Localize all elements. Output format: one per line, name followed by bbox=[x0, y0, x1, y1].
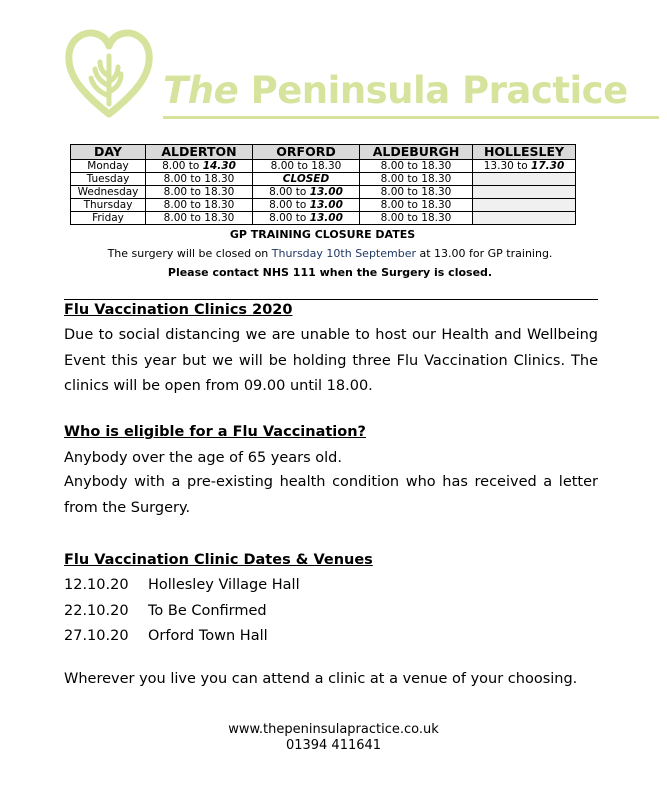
closure-title: GP TRAINING CLOSURE DATES bbox=[229, 228, 416, 241]
alderton-cell: 8.00 to 18.30 bbox=[146, 199, 253, 212]
clinic-date: 12.10.20 bbox=[64, 577, 129, 593]
table-row bbox=[71, 173, 576, 186]
alderton-cell: 8.00 to 18.30 bbox=[146, 186, 253, 199]
header-alderton: ALDERTON bbox=[146, 145, 253, 160]
alderton-cell: 8.00 to 18.30 bbox=[146, 212, 253, 225]
aldeburgh-cell: 8.00 to 18.30 bbox=[360, 160, 473, 173]
hollesley-cell bbox=[473, 186, 576, 199]
clinic-date: 27.10.20 bbox=[64, 628, 129, 644]
list-item bbox=[64, 603, 267, 619]
alderton-cell: 8.00 to 18.30 bbox=[146, 173, 253, 186]
day-cell: Friday bbox=[71, 212, 146, 225]
table-row bbox=[71, 160, 576, 173]
clinic-venue: To Be Confirmed bbox=[148, 603, 267, 619]
alderton-cell: 8.00 to 14.30 bbox=[146, 160, 253, 173]
practice-name-prefix: The bbox=[163, 69, 239, 112]
practice-name bbox=[163, 66, 628, 116]
day-cell: Monday bbox=[71, 160, 146, 173]
hollesley-cell bbox=[473, 173, 576, 186]
header bbox=[63, 26, 628, 120]
venues-heading: Flu Vaccination Clinic Dates & Venues bbox=[64, 552, 373, 568]
clinic-date: 22.10.20 bbox=[64, 603, 129, 619]
hollesley-cell bbox=[473, 212, 576, 225]
footer-phone-number: 01394 411641 bbox=[285, 738, 382, 753]
orford-cell: 8.00 to 13.00 bbox=[253, 186, 360, 199]
flu-clinics-intro: Due to social distancing we are unable to host our Health and Wellbeing Event this year but we will be holding three Flu Vaccination Clinics. The clinics will be open from 09.00 until 18.00. bbox=[64, 327, 598, 394]
header-day: DAY bbox=[71, 145, 146, 160]
practice-name-main: Peninsula Practice bbox=[250, 69, 628, 112]
day-cell: Thursday bbox=[71, 199, 146, 212]
orford-cell: 8.00 to 13.00 bbox=[253, 212, 360, 225]
day-cell: Tuesday bbox=[71, 173, 146, 186]
clinic-venue: Orford Town Hall bbox=[148, 628, 268, 644]
opening-hours-table bbox=[70, 144, 576, 225]
eligibility-heading: Who is eligible for a Flu Vaccination? bbox=[64, 424, 366, 440]
closure-date: Thursday 10th September bbox=[271, 247, 416, 260]
table-row bbox=[71, 212, 576, 225]
brand-underline bbox=[163, 116, 659, 119]
table-row bbox=[71, 186, 576, 199]
day-cell: Wednesday bbox=[71, 186, 146, 199]
aldeburgh-cell: 8.00 to 18.30 bbox=[360, 173, 473, 186]
orford-cell: CLOSED bbox=[253, 173, 360, 186]
header-hollesley: HOLLESLEY bbox=[473, 145, 576, 160]
orford-cell: 8.00 to 13.00 bbox=[253, 199, 360, 212]
list-item bbox=[64, 577, 300, 593]
eligibility-line-age: Anybody over the age of 65 years old. bbox=[64, 450, 342, 466]
nhs-contact-notice: Please contact NHS 111 when the Surgery is closed. bbox=[167, 266, 493, 279]
eligibility-line-condition: Anybody with a pre-existing health condition who has received a letter from the Surgery. bbox=[64, 474, 598, 516]
hollesley-cell: 13.30 to 17.30 bbox=[473, 160, 576, 173]
section-divider bbox=[64, 299, 598, 300]
header-aldeburgh: ALDEBURGH bbox=[360, 145, 473, 160]
orford-cell: 8.00 to 18.30 bbox=[253, 160, 360, 173]
list-item bbox=[64, 628, 268, 644]
header-orford: ORFORD bbox=[253, 145, 360, 160]
aldeburgh-cell: 8.00 to 18.30 bbox=[360, 199, 473, 212]
flu-clinics-heading: Flu Vaccination Clinics 2020 bbox=[64, 302, 293, 318]
table-row bbox=[71, 199, 576, 212]
clinic-venue: Hollesley Village Hall bbox=[148, 577, 300, 593]
aldeburgh-cell: 8.00 to 18.30 bbox=[360, 186, 473, 199]
closure-notice: The surgery will be closed on Thursday 10th September at 13.00 for GP training. bbox=[107, 247, 553, 260]
hollesley-cell bbox=[473, 199, 576, 212]
closing-statement: Wherever you live you can attend a clinic at a venue of your choosing. bbox=[64, 671, 578, 687]
aldeburgh-cell: 8.00 to 18.30 bbox=[360, 212, 473, 225]
table-header-row bbox=[71, 145, 576, 160]
heart-leaf-logo-icon bbox=[63, 26, 155, 120]
footer-website-link[interactable]: www.thepeninsulapractice.co.uk bbox=[228, 722, 439, 737]
